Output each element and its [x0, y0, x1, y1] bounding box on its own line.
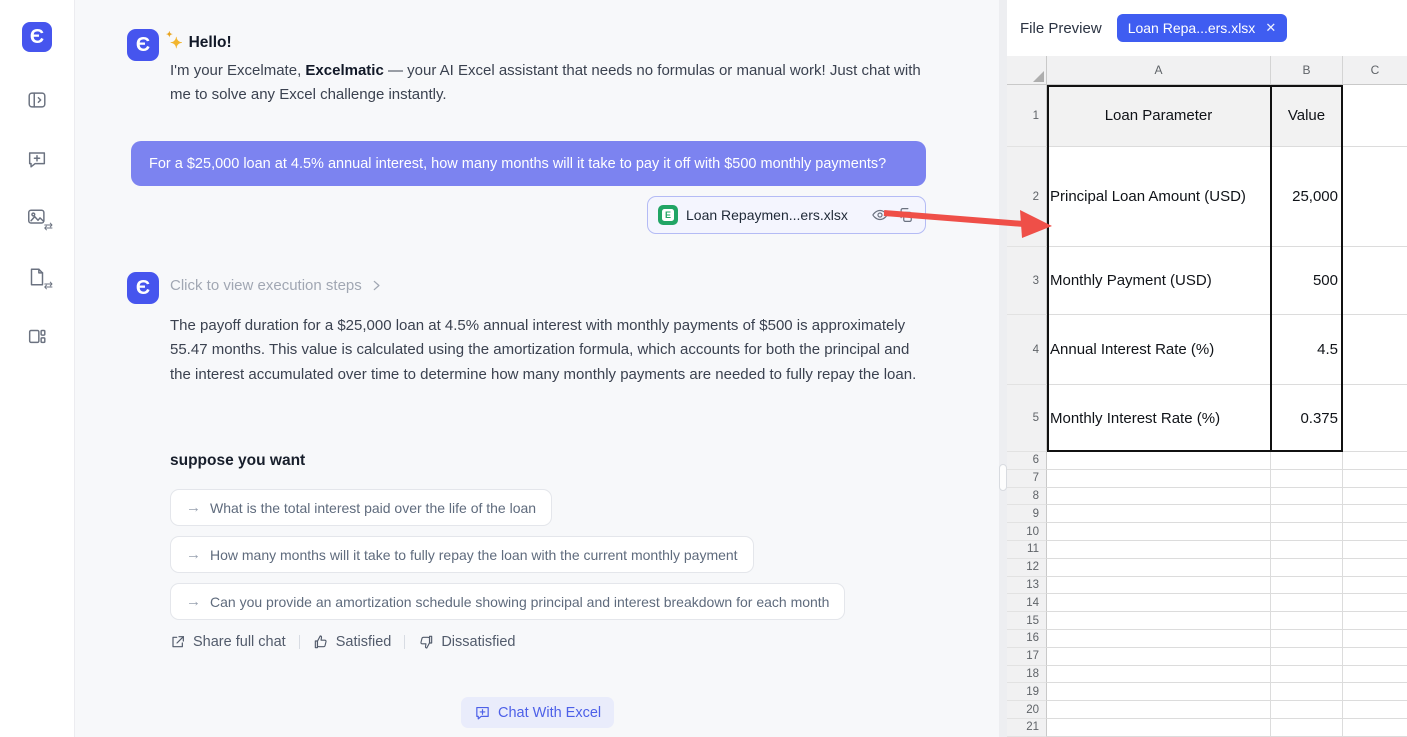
- sheet-row: [1007, 85, 1407, 147]
- file-attachment-chip[interactable]: [647, 196, 926, 234]
- sheet-cell[interactable]: [1271, 577, 1343, 595]
- row-number[interactable]: 13: [1007, 577, 1047, 595]
- chat-with-excel-button[interactable]: [461, 697, 614, 728]
- sheet-cell[interactable]: [1343, 523, 1407, 541]
- sheet-cell[interactable]: [1343, 470, 1407, 488]
- sheet-cell[interactable]: [1343, 247, 1407, 315]
- sheet-cell-a4[interactable]: Annual Interest Rate (%): [1047, 315, 1271, 385]
- divider: [299, 635, 300, 649]
- dissatisfied-button[interactable]: Dissatisfied: [418, 634, 515, 650]
- file-convert-icon[interactable]: [17, 257, 57, 297]
- dashboard-icon[interactable]: [17, 316, 57, 356]
- sheet-row: [1007, 594, 1407, 612]
- sheet-row: [1007, 683, 1407, 701]
- sheet-cell[interactable]: [1343, 666, 1407, 684]
- chat-scrollbar-thumb[interactable]: [999, 464, 1007, 491]
- sheet-cell[interactable]: [1047, 488, 1271, 506]
- greeting-title-text: Hello!: [188, 34, 232, 51]
- file-preview-panel: [1007, 0, 1407, 737]
- sheet-cell-a1[interactable]: Loan Parameter: [1047, 85, 1271, 147]
- greeting-body: I'm your Excelmate, Excelmatic — your AI Excel assistant that needs no formulas or manual work! Just chat with me to solve any Excel challenge instantly.: [170, 62, 921, 103]
- sheet-cell[interactable]: [1343, 541, 1407, 559]
- sheet-cell[interactable]: [1343, 147, 1407, 247]
- swap-arrows-glyph: ⇄: [43, 221, 53, 233]
- sheet-cell[interactable]: [1343, 594, 1407, 612]
- sparkles-icon: ✦ ✦: [166, 30, 183, 52]
- copy-icon[interactable]: [897, 206, 915, 224]
- sheet-cell[interactable]: [1047, 612, 1271, 630]
- message-actions: [170, 634, 515, 650]
- sheet-cell[interactable]: [1047, 666, 1271, 684]
- satisfied-button[interactable]: Satisfied: [313, 634, 392, 650]
- chat-with-excel-label: Chat With Excel: [498, 704, 602, 721]
- sheet-row: [1007, 315, 1407, 385]
- sheet-cell[interactable]: [1047, 505, 1271, 523]
- select-all-corner[interactable]: [1007, 56, 1047, 85]
- sheet-cell[interactable]: [1271, 719, 1343, 737]
- sheet-cell[interactable]: [1271, 541, 1343, 559]
- row-number[interactable]: 2: [1007, 147, 1047, 247]
- sheet-row: [1007, 541, 1407, 559]
- arrow-right-icon: →: [186, 499, 201, 516]
- image-convert-icon[interactable]: [17, 198, 57, 238]
- sheet-cell[interactable]: [1343, 701, 1407, 719]
- row-number[interactable]: 21: [1007, 719, 1047, 737]
- sheet-row: [1007, 630, 1407, 648]
- file-tab-label: Loan Repa...ers.xlsx: [1127, 20, 1256, 36]
- select-all-triangle-icon: [1033, 71, 1044, 82]
- row-number[interactable]: 18: [1007, 666, 1047, 684]
- sheet-cell-b3[interactable]: 500: [1271, 247, 1343, 315]
- sheet-cell[interactable]: [1343, 648, 1407, 666]
- logo-glyph: Є: [135, 276, 151, 299]
- file-preview-title: File Preview: [1020, 19, 1102, 37]
- chat-scrollbar-track[interactable]: [999, 0, 1007, 737]
- row-number[interactable]: 11: [1007, 541, 1047, 559]
- suggestions-title: suppose you want: [170, 452, 306, 469]
- row-number[interactable]: 7: [1007, 470, 1047, 488]
- row-number[interactable]: 9: [1007, 505, 1047, 523]
- sheet-cell[interactable]: [1343, 315, 1407, 385]
- suggestion-pill[interactable]: [170, 583, 845, 620]
- chat-plus-icon: [474, 704, 491, 721]
- sheet-cell[interactable]: [1047, 648, 1271, 666]
- sheet-cell[interactable]: [1047, 719, 1271, 737]
- row-number[interactable]: 20: [1007, 701, 1047, 719]
- sheet-cell-a5[interactable]: Monthly Interest Rate (%): [1047, 385, 1271, 452]
- sheet-cell[interactable]: [1343, 612, 1407, 630]
- sheet-cell[interactable]: [1271, 666, 1343, 684]
- logo-glyph: Є: [29, 25, 45, 48]
- row-number[interactable]: 10: [1007, 523, 1047, 541]
- sidebar: [0, 0, 75, 737]
- empty-rows-container: [1007, 452, 1407, 737]
- row-number[interactable]: 19: [1007, 683, 1047, 701]
- sheet-cell[interactable]: [1271, 523, 1343, 541]
- sheet-cell[interactable]: [1343, 683, 1407, 701]
- sheet-cell[interactable]: [1047, 470, 1271, 488]
- chat-panel: [75, 0, 999, 737]
- sheet-cell[interactable]: [1343, 577, 1407, 595]
- sheet-row: [1007, 470, 1407, 488]
- sheet-cell[interactable]: [1271, 612, 1343, 630]
- row-number[interactable]: 17: [1007, 648, 1047, 666]
- row-number[interactable]: 3: [1007, 247, 1047, 315]
- sheet-row: [1007, 523, 1407, 541]
- suggestion-pill[interactable]: [170, 536, 754, 573]
- sheet-row: [1007, 147, 1407, 247]
- logo-glyph: Є: [135, 33, 151, 56]
- sheet-cell[interactable]: [1343, 505, 1407, 523]
- sheet-cell[interactable]: [1271, 559, 1343, 577]
- sheet-row: [1007, 488, 1407, 506]
- new-chat-icon[interactable]: [17, 139, 57, 179]
- row-number[interactable]: 12: [1007, 559, 1047, 577]
- swap-arrows-glyph: ⇄: [43, 280, 53, 292]
- chevron-right-icon: [370, 279, 383, 292]
- thumbs-up-icon: [313, 634, 329, 650]
- row-number[interactable]: 4: [1007, 315, 1047, 385]
- column-header-row: [1007, 56, 1407, 85]
- sheet-cell-a2[interactable]: Principal Loan Amount (USD): [1047, 147, 1271, 247]
- arrow-right-icon: →: [186, 546, 201, 563]
- divider: [404, 635, 405, 649]
- brand-name: Excelmatic: [305, 62, 384, 79]
- row-number[interactable]: 15: [1007, 612, 1047, 630]
- sheet-cell-b5[interactable]: 0.375: [1271, 385, 1343, 452]
- sheet-cell-b2[interactable]: 25,000: [1271, 147, 1343, 247]
- sheet-cell[interactable]: [1343, 385, 1407, 452]
- external-link-icon: [170, 634, 186, 650]
- assistant-avatar: [127, 29, 159, 61]
- sheet-cell-b4[interactable]: 4.5: [1271, 315, 1343, 385]
- file-tab[interactable]: [1117, 14, 1288, 42]
- row-number[interactable]: 5: [1007, 385, 1047, 452]
- sheet-cell[interactable]: [1047, 701, 1271, 719]
- sheet-row: [1007, 452, 1407, 470]
- suggestion-text: How many months will it take to fully repay the loan with the current monthly payment: [210, 546, 738, 563]
- close-icon[interactable]: ✕: [1265, 20, 1277, 35]
- sheet-row: [1007, 247, 1407, 315]
- sheet-cell[interactable]: [1047, 630, 1271, 648]
- sheet-cell[interactable]: [1271, 648, 1343, 666]
- sheet-cell[interactable]: [1271, 488, 1343, 506]
- sheet-cell[interactable]: [1047, 541, 1271, 559]
- panel-toggle-icon[interactable]: [17, 80, 57, 120]
- sheet-cell[interactable]: [1271, 630, 1343, 648]
- share-chat-button[interactable]: Share full chat: [170, 634, 286, 650]
- column-header-b[interactable]: B: [1271, 56, 1343, 85]
- assistant-avatar: [127, 272, 159, 304]
- sheet-row: [1007, 701, 1407, 719]
- execution-steps-link[interactable]: [170, 277, 383, 294]
- sheet-row: [1007, 385, 1407, 452]
- row-number[interactable]: 16: [1007, 630, 1047, 648]
- greeting-title: [166, 30, 232, 52]
- suggestion-text: Can you provide an amortization schedule showing principal and interest breakdown for each month: [210, 593, 830, 610]
- sheet-cell[interactable]: [1343, 488, 1407, 506]
- sheet-cell-a3[interactable]: Monthly Payment (USD): [1047, 247, 1271, 315]
- attachment-filename: Loan Repaymen...ers.xlsx: [686, 207, 848, 223]
- sheet-cell-b1[interactable]: Value: [1271, 85, 1343, 147]
- sheet-cell[interactable]: [1047, 452, 1271, 470]
- row-number[interactable]: 14: [1007, 594, 1047, 612]
- execution-steps-label: Click to view execution steps: [170, 277, 362, 294]
- assistant-answer: The payoff duration for a $25,000 loan at 4.5% annual interest with monthly payments of $500 is approximately 55.47 months. This value is calculated using the amortization formula, which accounts for both the principal and the interest accumulated over time to determine how many monthly payments are needed to fully repay the loan.: [170, 317, 917, 383]
- column-header-a[interactable]: A: [1047, 56, 1271, 85]
- thumbs-down-icon: [418, 634, 434, 650]
- sheet-cell[interactable]: [1271, 594, 1343, 612]
- sheet-cell[interactable]: [1343, 452, 1407, 470]
- sheet-row: [1007, 719, 1407, 737]
- sheet-cell[interactable]: [1271, 470, 1343, 488]
- row-number[interactable]: 6: [1007, 452, 1047, 470]
- sheet-cell[interactable]: [1343, 85, 1407, 147]
- eye-icon[interactable]: [871, 206, 889, 224]
- column-header-c[interactable]: C: [1343, 56, 1407, 85]
- sheet-row: [1007, 666, 1407, 684]
- file-preview-header: [1007, 0, 1407, 56]
- sheet-cell[interactable]: [1047, 683, 1271, 701]
- sheet-cell[interactable]: [1047, 594, 1271, 612]
- sheet-cell[interactable]: [1271, 505, 1343, 523]
- row-number[interactable]: 1: [1007, 85, 1047, 147]
- sheet-cell[interactable]: [1047, 577, 1271, 595]
- sheet-cell[interactable]: [1047, 559, 1271, 577]
- sheet-row: [1007, 577, 1407, 595]
- sheet-row: [1007, 612, 1407, 630]
- sheet-cell[interactable]: [1271, 452, 1343, 470]
- sheet-cell[interactable]: [1343, 630, 1407, 648]
- spreadsheet: [1007, 56, 1407, 737]
- row-number[interactable]: 8: [1007, 488, 1047, 506]
- sheet-cell[interactable]: [1343, 559, 1407, 577]
- sheet-cell[interactable]: [1343, 719, 1407, 737]
- arrow-right-icon: →: [186, 593, 201, 610]
- user-message-bubble: [131, 141, 926, 186]
- sheet-cell[interactable]: [1047, 523, 1271, 541]
- sheet-row: [1007, 559, 1407, 577]
- sheet-row: [1007, 505, 1407, 523]
- suggestion-text: What is the total interest paid over the life of the loan: [210, 499, 537, 516]
- suggestion-pill[interactable]: [170, 489, 552, 526]
- user-message-text: For a $25,000 loan at 4.5% annual interest, how many months will it take to pay it off with $500 monthly payments?: [149, 155, 887, 172]
- excel-file-icon: E: [658, 205, 678, 225]
- sheet-cell[interactable]: [1271, 701, 1343, 719]
- excelmatic-logo[interactable]: [22, 22, 52, 52]
- sheet-row: [1007, 648, 1407, 666]
- sheet-cell[interactable]: [1271, 683, 1343, 701]
